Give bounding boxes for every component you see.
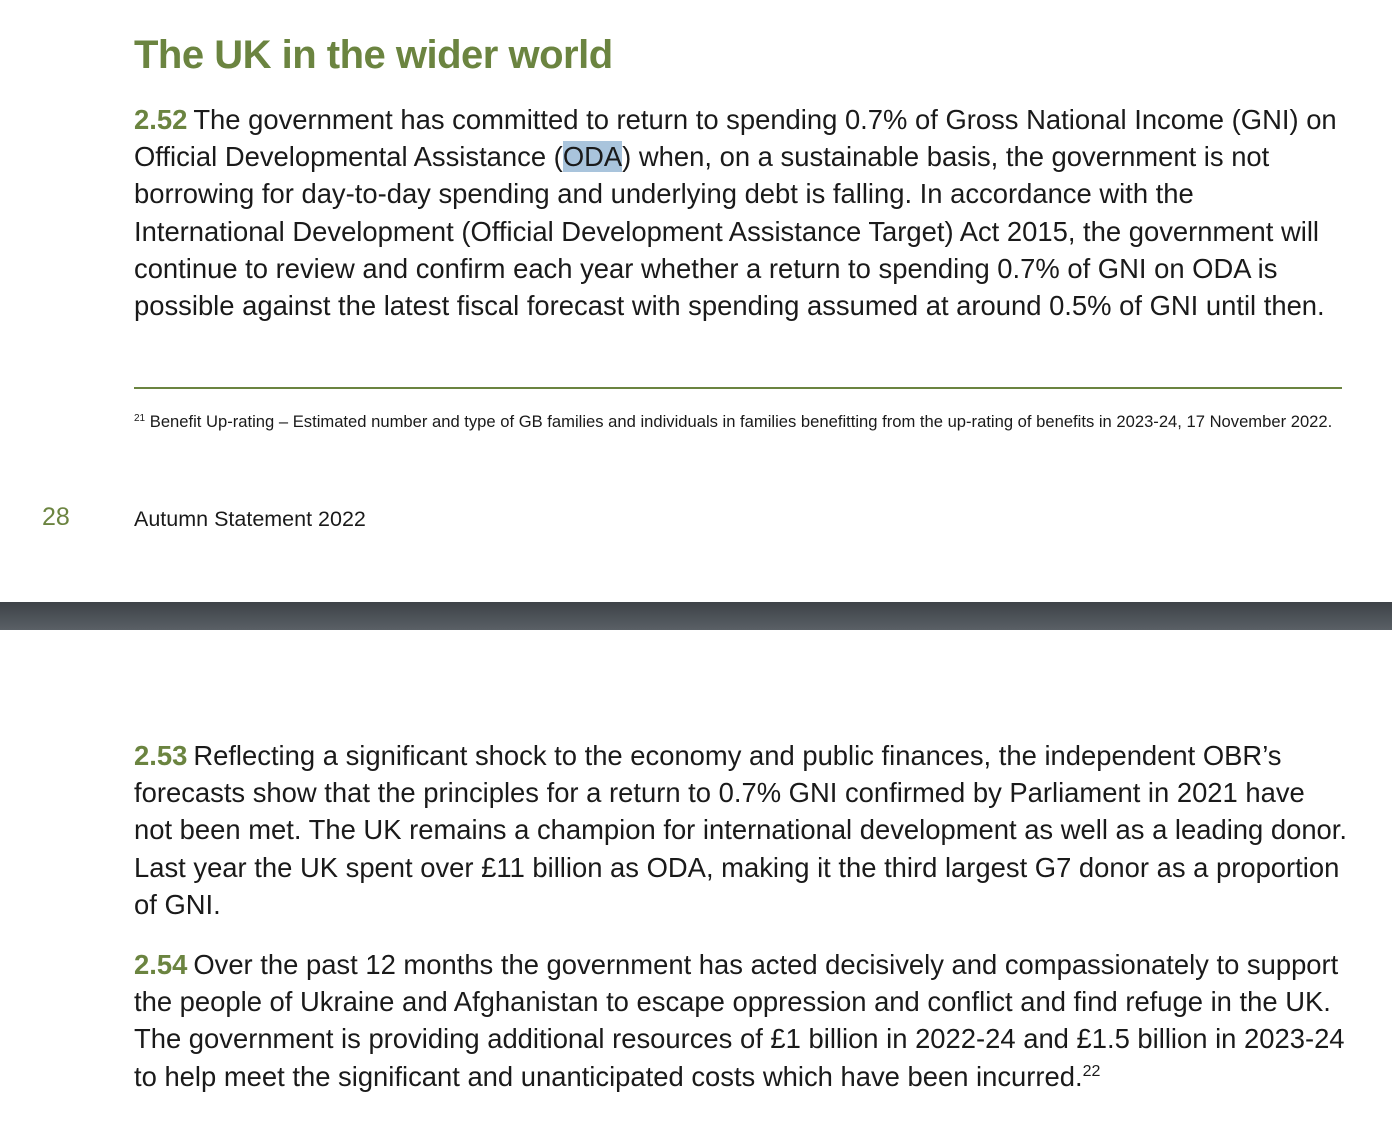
footnote-text: Benefit Up-rating – Estimated number and type of GB families and individuals in families benefitting from the up-rating of benefits in 2023-24, 17 November 2022. [149, 412, 1333, 431]
paragraph-number: 2.54 [134, 949, 188, 980]
paragraph-2-54 [134, 946, 1349, 1095]
document-page-29 [0, 630, 1392, 1142]
paragraph-text: Reflecting a significant shock to the economy and public finances, the independent OBR’s forecasts show that the principles for a return to 0.7% GNI confirmed by Parliament in 2021 have not been met. The UK remains a champion for international development as well as a leading donor. Last year the UK spent over £11 billion as ODA, making it the third largest G7 donor as a proportion of GNI. [134, 740, 1348, 920]
page-number: 28 [42, 503, 70, 531]
paragraph-2-53 [134, 737, 1349, 923]
footnote-divider [134, 387, 1342, 389]
paragraph-text-continued: ) when, on a sustainable basis, the government is not borrowing for day-to-day spending and underlying debt is falling. In accordance with the International Development (Official Development Assistance Target) Act 2015, the government will continue to review and confirm each year whether a return to spending 0.7% of GNI on ODA is possible against the latest fiscal forecast with spending assumed at around 0.5% of GNI until then. [134, 141, 1325, 322]
running-footer-title: Autumn Statement 2022 [134, 507, 366, 531]
paragraph-text: The government has committed to return to spending 0.7% of Gross National Income (GNI) on Official Developmental Assistance ( [134, 104, 1337, 173]
paragraph-number: 2.53 [134, 740, 188, 771]
footnote-21 [134, 406, 1334, 435]
paragraph-2-52 [134, 101, 1349, 324]
paragraph-number: 2.52 [134, 104, 188, 135]
selected-text[interactable]: ODA [562, 141, 623, 173]
footnote-marker: 21 [134, 413, 146, 424]
section-heading: The UK in the wider world [134, 33, 613, 77]
page-separator [0, 602, 1392, 630]
paragraph-text: Over the past 12 months the government has acted decisively and compassionately to support the people of Ukraine and Afghanistan to escape oppression and conflict and find refuge in the UK. The government is providing additional resources of £1 billion in 2022-24 and £1.5 billion in 2023-24 to help meet the significant and unanticipated costs which have been incurred. [134, 949, 1345, 1092]
footnote-reference[interactable]: 22 [1082, 1062, 1101, 1080]
